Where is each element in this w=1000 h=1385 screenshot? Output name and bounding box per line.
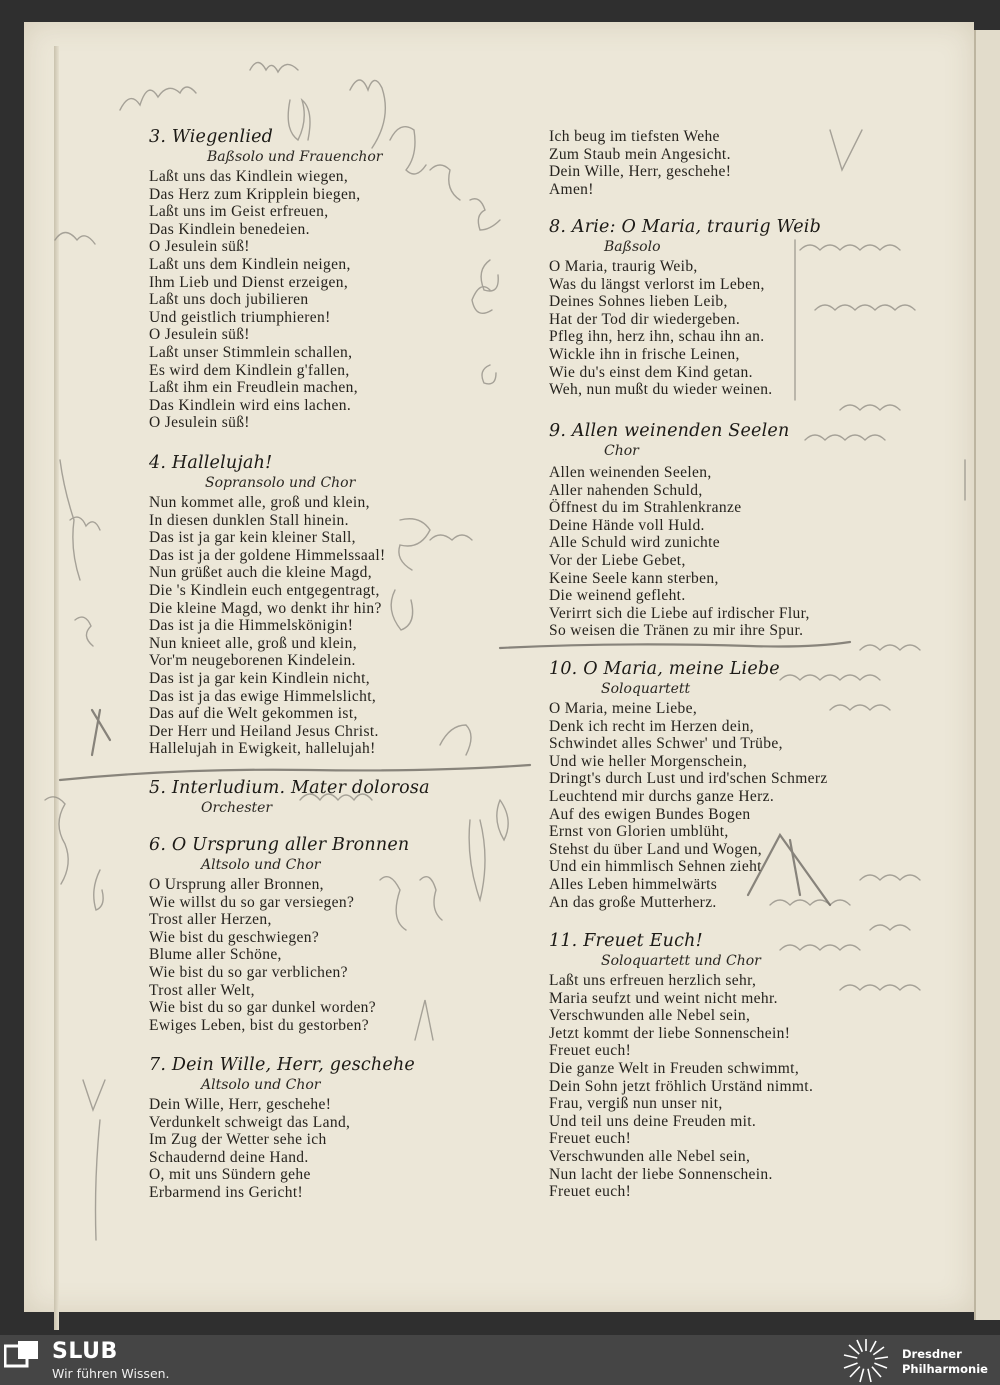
lyric-line: Trost aller Welt, [149,981,255,999]
lyric-line: Freuet euch! [549,1130,632,1148]
movement-title: 5. Interludium. Mater dolorosa [149,778,430,798]
lyric-line: Schwindet alles Schwer' und Trübe, [549,735,783,753]
lyric-line: Wie bist du so gar verblichen? [149,963,348,981]
lyric-line: Weh, nun mußt du wieder weinen. [549,381,773,399]
lyric-line: Nun knieet alle, groß und klein, [149,634,357,652]
lyric-line: Laßt ihm ein Freudlein machen, [149,379,358,397]
lyric-line: Wickle ihn in frische Leinen, [549,345,740,363]
lyric-line: An das große Mutterherz. [549,893,717,911]
lyric-line: Dein Sohn jetzt fröhlich Urständ nimmt. [549,1077,814,1095]
lyric-line: Ewiges Leben, bist du gestorben? [149,1016,369,1034]
lyric-line: Wie willst du so gar versiegen? [149,893,355,911]
movement-title: 6. O Ursprung aller Bronnen [149,835,410,855]
lyric-line: Hallelujah in Ewigkeit, hallelujah! [149,740,376,758]
movement-scoring: Sopransolo und Chor [205,475,356,491]
lyric-line: Das Kindlein benedeien. [149,220,310,238]
lyric-line: Und geistlich triumphieren! [149,308,331,326]
lyric-line: Maria seufzt und weint nicht mehr. [549,989,778,1007]
lyric-line: O Jesulein süß! [149,238,250,256]
lyric-line: Laßt uns das Kindlein wiegen, [149,168,349,185]
lyric-line: Dein Wille, Herr, geschehe! [149,1096,332,1113]
lyric-line: Das ist ja gar kein kleiner Stall, [149,529,356,547]
movement-title: 9. Allen weinenden Seelen [549,421,790,441]
lyrics-block [549,128,969,198]
lyric-line: Ernst von Glorien umblüht, [549,823,729,841]
lyric-line: Hat der Tod dir wiedergeben. [549,310,741,328]
movement-scoring: Chor [604,443,639,459]
movement-6 [149,834,529,1034]
lyric-line: Amen! [549,180,594,198]
lyric-line: Öffnest du im Strahlenkranze [549,499,742,517]
lyric-line: O Jesulein süß! [149,414,250,432]
lyric-line: O Maria, traurig Weib, [549,258,698,275]
lyric-line: O Jesulein süß! [149,326,250,344]
lyric-line: Nun kommet alle, groß und klein, [149,494,370,511]
lyrics-block [149,168,529,432]
lyrics-block [149,1096,529,1202]
lyric-line: Die ganze Welt in Freuden schwimmt, [549,1059,800,1077]
lyric-line: Verschwunden alle Nebel sein, [549,1007,751,1025]
lyric-line: Freuet euch! [549,1042,632,1060]
partner-name-line2: Philharmonie [902,1362,988,1376]
lyric-line: Erbarmend ins Gericht! [149,1183,304,1201]
lyric-line: Frau, vergiß nun unser nit, [549,1095,723,1113]
lyric-line: Die weinend gefleht. [549,587,686,605]
lyric-line: Es wird dem Kindlein g'fallen, [149,361,350,379]
movement-11 [549,930,969,1201]
library-name: SLUB [52,1339,118,1364]
lyric-line: Die kleine Magd, wo denkt ihr hin? [149,599,382,617]
lyric-line: Trost aller Herzen, [149,911,272,929]
movement-title: 11. Freuet Euch! [549,931,703,951]
lyric-line: Wie du's einst dem Kind getan. [549,363,753,381]
lyric-line: Laßt uns doch jubilieren [149,291,309,309]
movement-scoring: Altsolo und Chor [201,857,321,873]
lyric-line: Laßt uns erfreuen herzlich sehr, [549,972,757,989]
partner-name-line1: Dresdner [902,1347,962,1361]
lyric-line: Dein Wille, Herr, geschehe! [549,163,732,181]
facing-page-edge [974,30,1000,1320]
lyric-line: Schaudernd deine Hand. [149,1148,309,1166]
lyric-line: Verdunkelt schweigt das Land, [149,1113,351,1131]
lyric-line: Das ist ja der goldene Himmelssaal! [149,546,386,564]
movement-scoring: Orchester [201,800,273,816]
lyric-line: Das ist ja gar kein Kindlein nicht, [149,669,371,687]
movement-7 [149,1054,529,1202]
lyric-line: O Ursprung aller Bronnen, [149,876,324,893]
lyric-line: Alles Leben himmelwärts [549,875,718,893]
movement-title: 4. Hallelujah! [149,453,273,473]
movement-9 [549,420,969,640]
lyric-line: Pfleg ihn, herz ihn, schau ihn an. [549,328,765,346]
movement-title: 10. O Maria, meine Liebe [549,659,780,679]
lyric-line: Der Herr und Heiland Jesus Christ. [149,722,379,740]
lyrics-block [549,464,969,640]
lyric-line: O, mit uns Sündern gehe [149,1166,311,1184]
lyric-line: Zum Staub mein Angesicht. [549,145,731,163]
program-page [24,22,974,1312]
library-tagline: Wir führen Wissen. [52,1366,170,1381]
lyric-line: Laßt unser Stimmlein schallen, [149,343,353,361]
lyric-line: Wie bist du geschwiegen? [149,928,320,946]
movement-scoring: Soloquartett [601,681,691,697]
movement-5 [149,777,529,817]
lyrics-block [549,972,969,1201]
lyric-line: Was du längst verlorst im Leben, [549,275,765,293]
movement-scoring: Soloquartett und Chor [601,953,761,969]
lyric-line: Jetzt kommt der liebe Sonnenschein! [549,1024,791,1042]
lyric-line: Ihm Lieb und Dienst erzeigen, [149,273,349,291]
lyric-line: Deines Sohnes lieben Leib, [549,293,728,311]
lyric-line: Leuchtend mir durchs ganze Herz. [549,787,775,805]
lyric-line: Und teil uns deine Freuden mit. [549,1112,757,1130]
movement-scoring: Baßsolo und Frauenchor [207,149,383,165]
movement-title: 7. Dein Wille, Herr, geschehe [149,1055,415,1075]
lyric-line: Stehst du über Land und Wogen, [549,840,763,858]
lyric-line: Vor der Liebe Gebet, [549,551,686,569]
lyrics-block [149,876,529,1034]
lyric-line: Das ist ja die Himmelskönigin! [149,617,354,635]
lyric-line: Dringt's durch Lust und ird'schen Schmerz [549,770,828,788]
lyric-line: Im Zug der Wetter sehe ich [149,1131,327,1149]
movement-title: 3. Wiegenlied [149,127,274,147]
movement-10 [549,658,969,911]
lyric-line: Laßt uns im Geist erfreuen, [149,203,329,221]
lyric-line: Freuet euch! [549,1183,632,1201]
lyrics-block [149,494,529,758]
movement-3 [149,126,529,432]
lyric-line: Die 's Kindlein euch entgegentragt, [149,581,380,599]
movement-7-continued [549,128,969,198]
dresdner-philharmonie-logo-icon [842,1337,890,1383]
lyric-line: Das auf die Welt gekommen ist, [149,705,358,723]
lyric-line: Wie bist du so gar dunkel worden? [149,999,377,1017]
lyric-line: Ich beug im tiefsten Wehe [549,128,720,145]
lyric-line: Aller nahenden Schuld, [549,481,703,499]
movement-title: 8. Arie: O Maria, traurig Weib [549,217,822,237]
lyric-line: Und wie heller Morgenschein, [549,752,748,770]
lyric-line: Auf des ewigen Bundes Bogen [549,805,751,823]
lyric-line: O Maria, meine Liebe, [549,700,698,717]
lyric-line: Laßt uns dem Kindlein neigen, [149,255,351,273]
lyric-line: Das Herz zum Kripplein biegen, [149,185,361,203]
lyric-line: Nun grüßet auch die kleine Magd, [149,564,372,582]
lyric-line: Keine Seele kann sterben, [549,569,719,587]
lyrics-block [549,258,969,399]
lyric-line: Blume aller Schöne, [149,946,282,964]
lyrics-block [549,700,969,911]
page-binding-edge [54,46,59,1330]
lyric-line: Vor'm neugeborenen Kindelein. [149,652,356,670]
lyric-line: Verirrt sich die Liebe auf irdischer Flur, [549,604,810,622]
movement-4 [149,452,529,758]
lyric-line: Das Kindlein wird eins lachen. [149,396,352,414]
movement-8 [549,216,969,399]
lyric-line: So weisen die Tränen zu mir ihre Spur. [549,622,804,640]
lyric-line: Nun lacht der liebe Sonnenschein. [549,1165,773,1183]
lyric-line: Deine Hände voll Huld. [549,516,705,534]
lyric-line: Alle Schuld wird zunichte [549,534,721,552]
lyric-line: Allen weinenden Seelen, [549,464,712,481]
lyric-line: Denk ich recht im Herzen dein, [549,717,755,735]
movement-scoring: Altsolo und Chor [201,1077,321,1093]
lyric-line: In diesen dunklen Stall hinein. [149,511,349,529]
lyric-line: Verschwunden alle Nebel sein, [549,1147,751,1165]
slub-logo-icon [4,1340,40,1368]
lyric-line: Und ein himmlisch Sehnen zieht [549,858,762,876]
movement-scoring: Baßsolo [604,239,661,255]
lyric-line: Das ist ja das ewige Himmelslicht, [149,687,377,705]
